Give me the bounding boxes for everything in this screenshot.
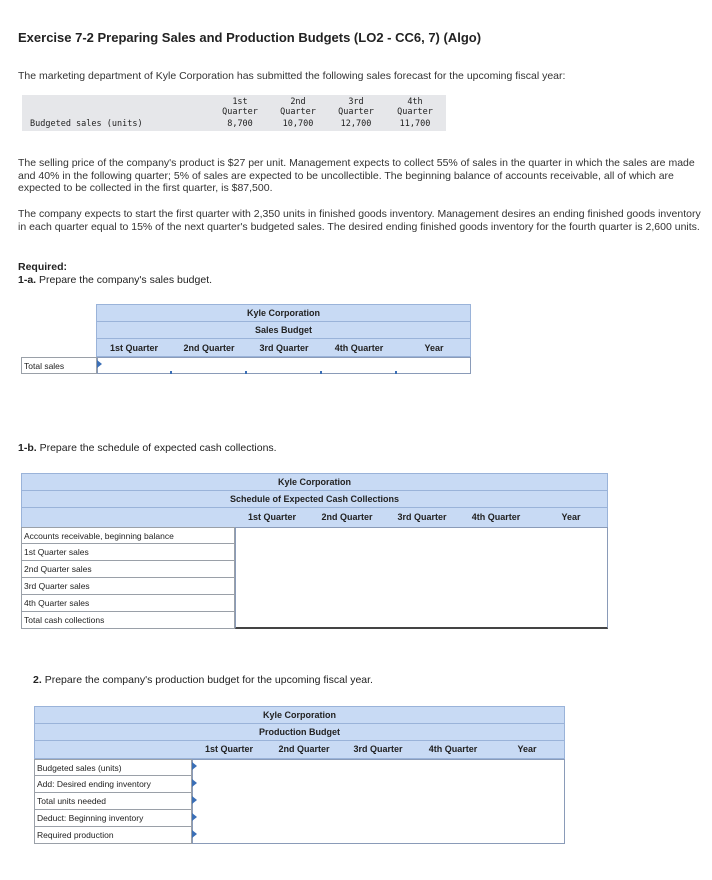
- page-title: Exercise 7-2 Preparing Sales and Production Budgets (LO2 - CC6, 7) (Algo): [18, 30, 482, 45]
- cash-row-q4-sales: 4th Quarter sales: [21, 595, 235, 612]
- forecast-value: 11,700: [399, 119, 431, 129]
- prod-row-total-units: Total units needed: [34, 793, 192, 810]
- req-2: 2. Prepare the company's production budget for the upcoming fiscal year.: [33, 674, 373, 686]
- cell-tick: [170, 371, 172, 374]
- cash-row-q1-sales: 1st Quarter sales: [21, 544, 235, 561]
- prod-col-year: Year: [517, 744, 537, 754]
- sales-forecast-table: [22, 95, 446, 131]
- cash-col-q2: 2nd Quarter: [321, 512, 373, 522]
- forecast-col-2: 2nd Quarter: [280, 97, 316, 117]
- forecast-row-label: Budgeted sales (units): [30, 119, 143, 129]
- sales-budget-company: Kyle Corporation: [97, 305, 470, 322]
- sales-budget-title: Sales Budget: [97, 322, 470, 339]
- cell-tick: [395, 371, 397, 374]
- sales-col-q1: 1st Quarter: [109, 343, 159, 353]
- req-1a: 1-a. Prepare the company's sales budget.: [18, 274, 213, 286]
- cash-col-q1: 1st Quarter: [247, 512, 297, 522]
- intro-text: The marketing department of Kyle Corporation has submitted the following sales forecast for the upcoming fiscal year:: [18, 70, 566, 82]
- cash-col-year: Year: [561, 512, 581, 522]
- forecast-col-1: 1st Quarter: [222, 97, 258, 117]
- cash-collections-company: Kyle Corporation: [22, 474, 607, 491]
- cash-row-q3-sales: 3rd Quarter sales: [21, 578, 235, 595]
- prod-col-q3: 3rd Quarter: [353, 744, 403, 754]
- sales-col-q3: 3rd Quarter: [259, 343, 309, 353]
- forecast-value: 10,700: [282, 119, 314, 129]
- sales-col-q2: 2nd Quarter: [183, 343, 235, 353]
- cash-col-q4: 4th Quarter: [471, 512, 521, 522]
- prod-row-ending-inventory: Add: Desired ending inventory: [34, 776, 192, 793]
- total-sales-input[interactable]: [97, 357, 471, 374]
- cash-row-total: Total cash collections: [21, 612, 235, 629]
- selling-price-text: The selling price of the company's product is $27 per unit. Management expects to collect 55% of sales in the quarter in which the sales are made and 40% in the following quarter; 5% of sales are expected to be uncollectible. The beginning balance of accounts receivable, all of which are expected to be collected in the first quarter, is $87,500.: [18, 157, 695, 194]
- cash-collections-title: Schedule of Expected Cash Collections: [22, 491, 607, 508]
- sales-col-q4: 4th Quarter: [334, 343, 384, 353]
- input-marker: [192, 813, 197, 821]
- prod-col-q2: 2nd Quarter: [278, 744, 330, 754]
- req-1b: 1-b. Prepare the schedule of expected cash collections.: [18, 442, 277, 454]
- cash-col-q3: 3rd Quarter: [397, 512, 447, 522]
- input-marker: [192, 830, 197, 838]
- production-budget-title: Production Budget: [35, 724, 564, 741]
- sales-row-total-sales: Total sales: [21, 357, 97, 374]
- prod-row-budgeted-sales: Budgeted sales (units): [34, 759, 192, 776]
- input-marker: [192, 779, 197, 787]
- prod-col-q1: 1st Quarter: [204, 744, 254, 754]
- cell-tick: [245, 371, 247, 374]
- forecast-value: 12,700: [340, 119, 372, 129]
- forecast-col-3: 3rd Quarter: [338, 97, 374, 117]
- prod-row-required-production: Required production: [34, 827, 192, 844]
- cell-tick: [320, 371, 322, 374]
- inventory-text: The company expects to start the first quarter with 2,350 units in finished goods inventory. Management desires an ending finished goods inventory in each quarter equal to 15% of the next quarter's budgeted sales. The desired ending finished goods inventory for the fourth quarter is 2,600 units.: [18, 208, 701, 233]
- required-label: Required:: [18, 261, 68, 273]
- cash-row-q2-sales: 2nd Quarter sales: [21, 561, 235, 578]
- production-input-grid[interactable]: [192, 759, 565, 844]
- prod-col-q4: 4th Quarter: [428, 744, 478, 754]
- forecast-col-4: 4th Quarter: [397, 97, 433, 117]
- input-marker: [192, 762, 197, 770]
- cash-collections-input-grid[interactable]: [235, 527, 608, 629]
- cash-row-ar-beginning: Accounts receivable, beginning balance: [21, 527, 235, 544]
- forecast-value: 8,700: [227, 119, 253, 129]
- input-marker: [97, 360, 102, 368]
- prod-row-beginning-inventory: Deduct: Beginning inventory: [34, 810, 192, 827]
- sales-col-year: Year: [424, 343, 444, 353]
- production-budget-company: Kyle Corporation: [35, 707, 564, 724]
- input-marker: [192, 796, 197, 804]
